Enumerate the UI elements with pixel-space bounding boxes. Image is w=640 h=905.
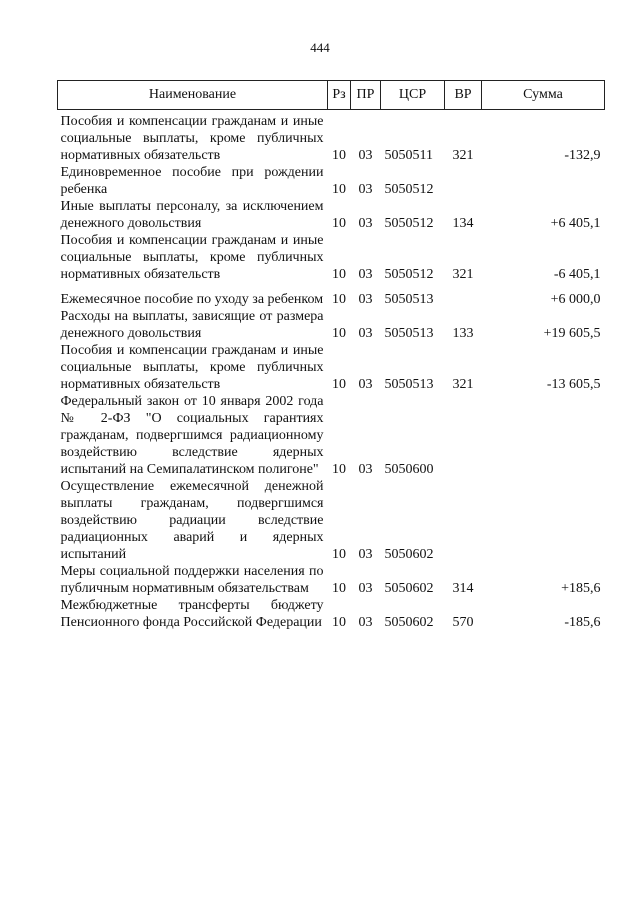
row-pr: 03 (358, 216, 373, 231)
row-rz: 10 (332, 615, 346, 630)
row-name: Расходы на выплаты, зависящие от размера денежного довольствия (60, 309, 324, 341)
row-rz: 10 (332, 581, 346, 596)
row-pr: 03 (358, 292, 373, 307)
table-row (58, 110, 605, 165)
table-row (58, 198, 605, 232)
table-row (58, 342, 605, 393)
table-row (58, 393, 605, 478)
row-rz: 10 (332, 292, 346, 307)
row-name: Федеральный закон от 10 января 2002 года № 2-ФЗ "О социальных гарантиях гражданам, подвергшимся радиационному воздействию вследствие ядерных испытаний на Семипалатинском полигоне" (60, 394, 324, 477)
table-header-row (58, 81, 605, 110)
row-sum: +185,6 (561, 581, 601, 596)
row-sum: -185,6 (564, 615, 601, 630)
row-vr: 133 (452, 326, 474, 341)
row-rz: 10 (332, 547, 346, 562)
row-sum: +19 605,5 (543, 326, 601, 341)
row-csr: 5050513 (384, 292, 434, 307)
header-csr: ЦСР (381, 81, 445, 110)
row-vr: 321 (452, 148, 474, 163)
row-vr (445, 393, 482, 478)
row-sum (482, 393, 605, 478)
header-rz: Рз (328, 81, 351, 110)
table-row (58, 232, 605, 283)
header-sum: Сумма (482, 81, 605, 110)
header-name: Наименование (58, 81, 328, 110)
row-pr: 03 (358, 581, 373, 596)
row-vr: 314 (452, 581, 474, 596)
row-pr: 03 (358, 326, 373, 341)
row-csr: 5050600 (384, 462, 434, 477)
row-csr: 5050602 (384, 581, 434, 596)
table-row (58, 597, 605, 631)
row-name: Пособия и компенсации гражданам и иные социальные выплаты, кроме публичных нормативных обязательств (60, 233, 324, 282)
row-vr: 570 (452, 615, 474, 630)
row-vr (445, 478, 482, 563)
row-rz: 10 (332, 216, 346, 231)
row-vr (445, 283, 482, 308)
row-vr: 134 (452, 216, 474, 231)
row-name: Меры социальной поддержки населения по публичным нормативным обязательствам (60, 564, 324, 596)
row-pr: 03 (358, 267, 373, 282)
row-name: Пособия и компенсации гражданам и иные социальные выплаты, кроме публичных нормативных обязательств (60, 114, 324, 163)
row-pr: 03 (358, 462, 373, 477)
row-csr: 5050511 (384, 148, 433, 163)
row-vr (445, 164, 482, 198)
row-rz: 10 (332, 377, 346, 392)
row-rz: 10 (332, 148, 346, 163)
table-row (58, 164, 605, 198)
row-csr: 5050512 (384, 216, 434, 231)
table-row (58, 563, 605, 597)
row-csr: 5050512 (384, 267, 434, 282)
header-pr: ПР (351, 81, 381, 110)
row-csr: 5050513 (384, 326, 434, 341)
row-name: Ежемесячное пособие по уходу за ребенком (60, 292, 324, 307)
row-sum: -132,9 (564, 148, 601, 163)
row-pr: 03 (358, 148, 373, 163)
row-sum (482, 478, 605, 563)
row-sum: +6 000,0 (550, 292, 601, 307)
row-rz: 10 (332, 267, 346, 282)
row-name: Пособия и компенсации гражданам и иные социальные выплаты, кроме публичных нормативных обязательств (60, 343, 324, 392)
row-pr: 03 (358, 377, 373, 392)
header-vr: ВР (445, 81, 482, 110)
table-row (58, 308, 605, 342)
row-name: Единовременное пособие при рождении ребенка (60, 165, 324, 197)
row-csr: 5050512 (384, 182, 434, 197)
row-name: Межбюджетные трансферты бюджету Пенсионного фонда Российской Федерации (60, 598, 324, 630)
row-name: Осуществление ежемесячной денежной выплаты гражданам, подвергшимся воздействию радиации вследствие радиационных аварий и ядерных испытаний (60, 479, 324, 562)
row-rz: 10 (332, 326, 346, 341)
row-rz: 10 (332, 182, 346, 197)
table-row (58, 478, 605, 563)
table-row (58, 283, 605, 308)
page-number: 444 (310, 40, 330, 55)
row-vr: 321 (452, 267, 474, 282)
row-sum: +6 405,1 (550, 216, 601, 231)
row-pr: 03 (358, 615, 373, 630)
row-vr: 321 (452, 377, 474, 392)
row-csr: 5050602 (384, 615, 434, 630)
row-csr: 5050513 (384, 377, 434, 392)
row-pr: 03 (358, 182, 373, 197)
row-csr: 5050602 (384, 547, 434, 562)
row-sum: -13 605,5 (546, 377, 601, 392)
budget-table (57, 80, 605, 631)
row-pr: 03 (358, 547, 373, 562)
row-sum (482, 164, 605, 198)
row-rz: 10 (332, 462, 346, 477)
row-name: Иные выплаты персоналу, за исключением денежного довольствия (60, 199, 324, 231)
row-sum: -6 405,1 (553, 267, 601, 282)
